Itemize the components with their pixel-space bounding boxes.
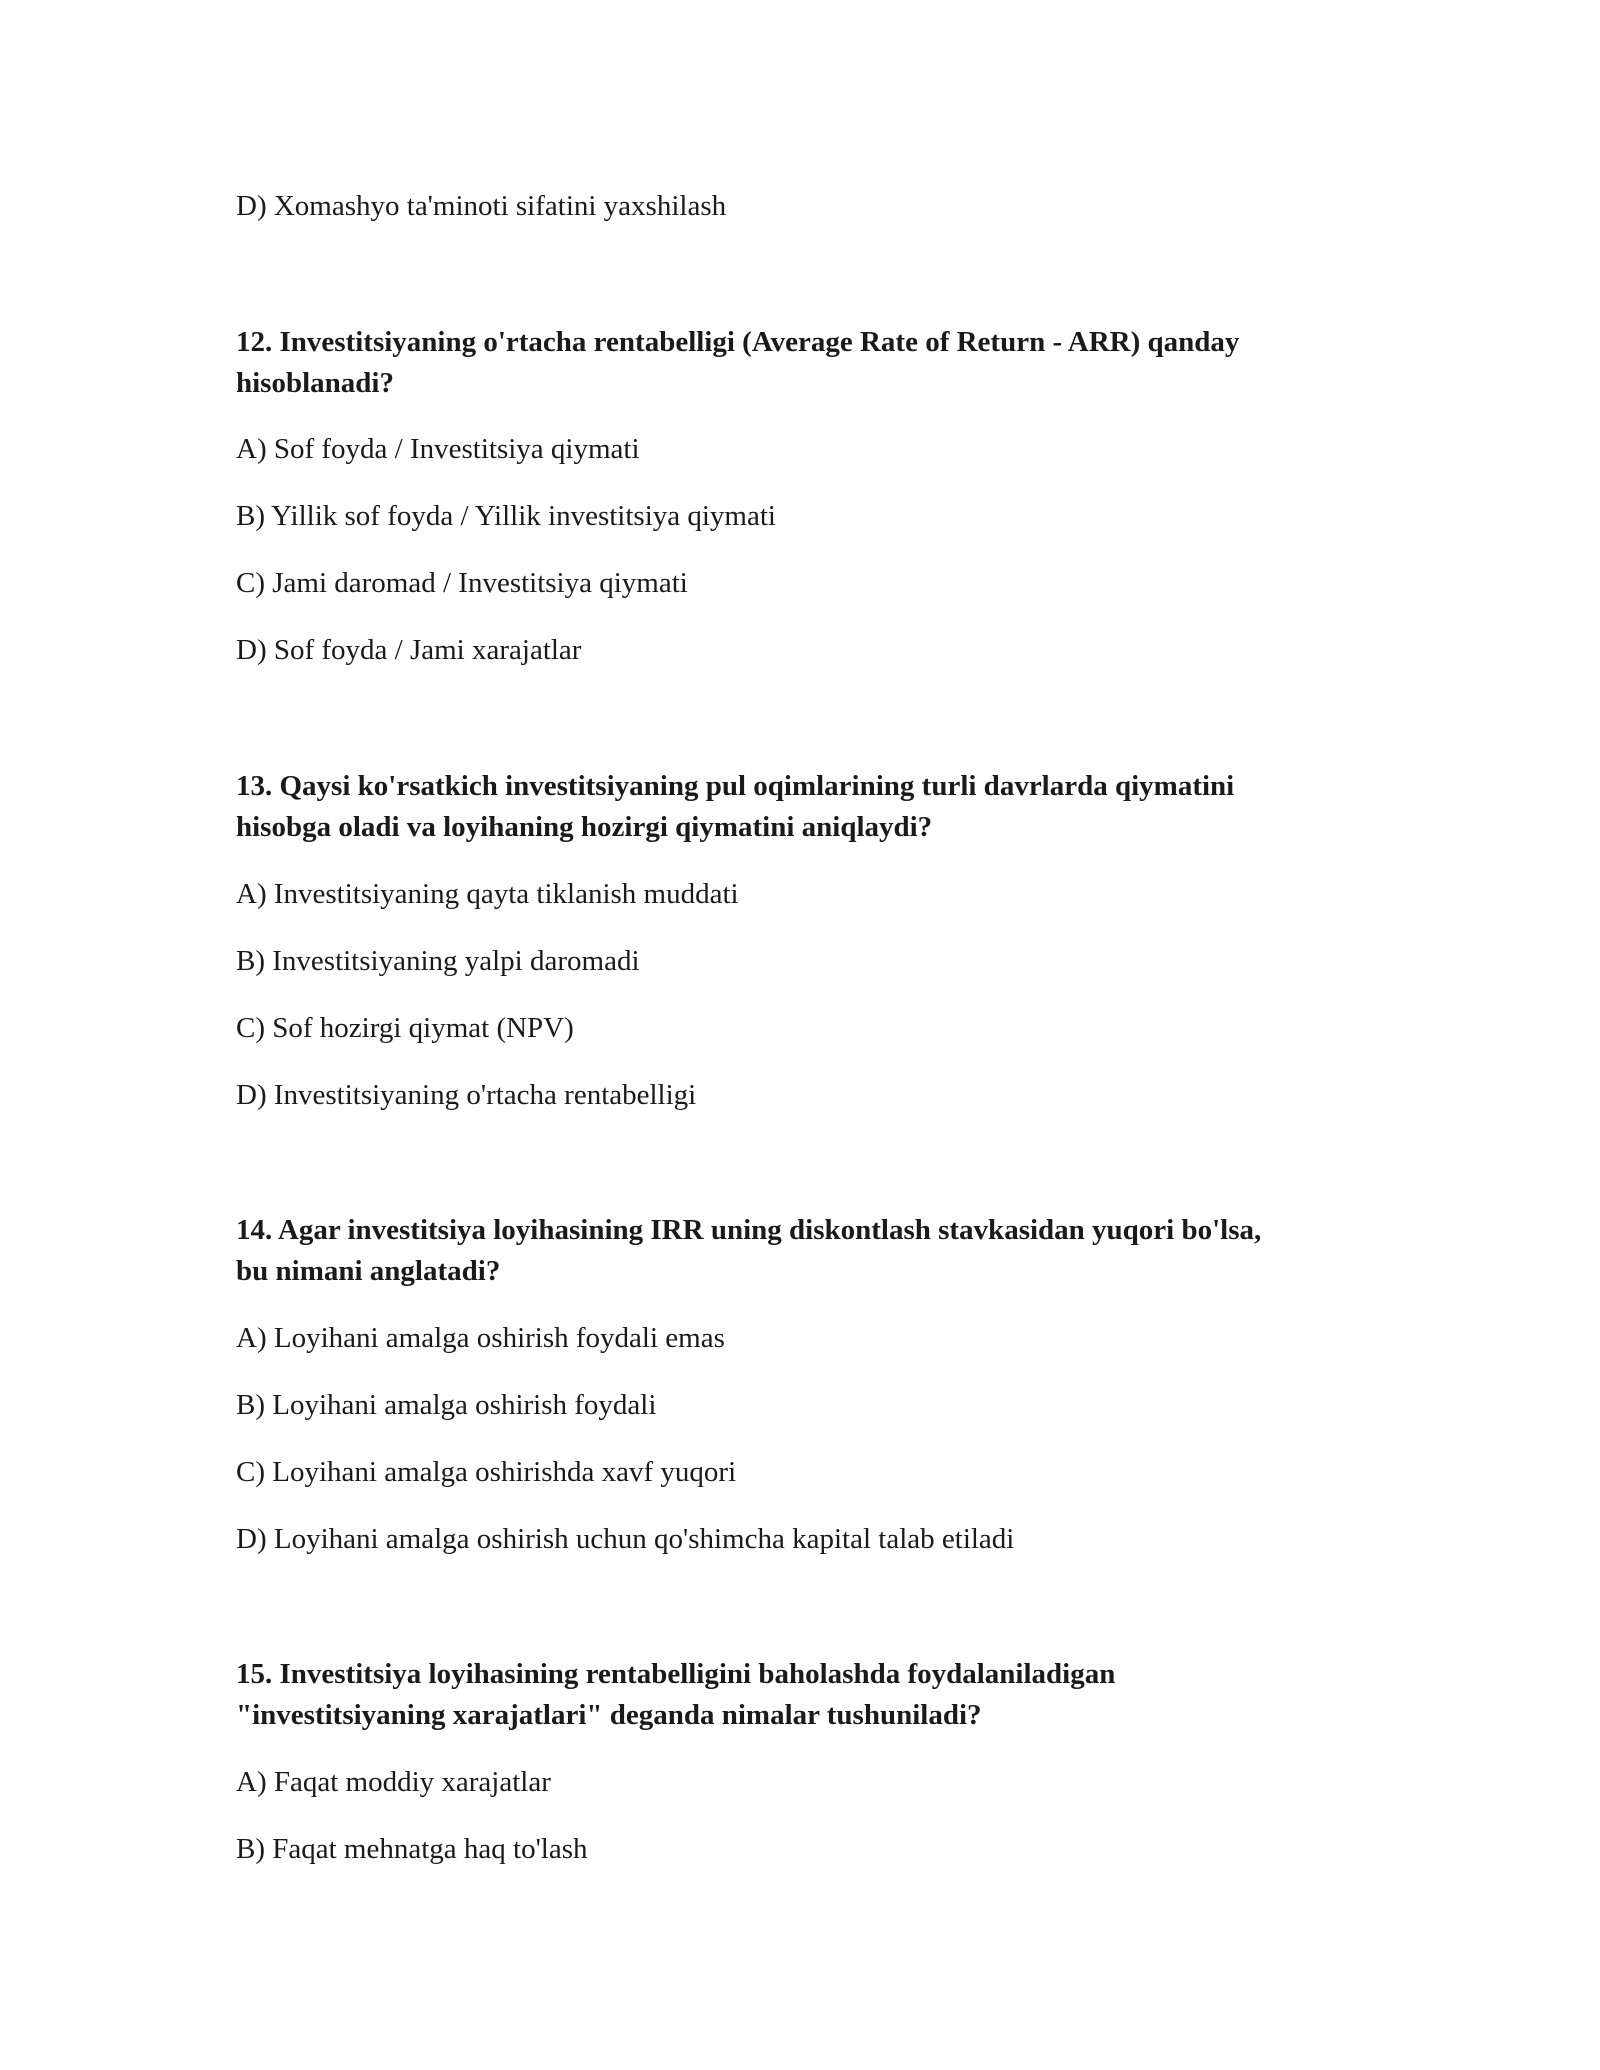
question-14-option-d: D) Loyihani amalga oshirish uchun qo'shimcha kapital talab etiladi [236, 1523, 1015, 1555]
question-12-option-d: D) Sof foyda / Jami xarajatlar [236, 634, 582, 666]
question-12-line-1: 12. Investitsiyaning o'rtacha rentabelligi (Average Rate of Return - ARR) qanday [236, 326, 1240, 358]
question-15-line-1: 15. Investitsiya loyihasining rentabelligini baholashda foydalaniladigan [236, 1658, 1116, 1690]
question-15-line-2: "investitsiyaning xarajatlari" deganda nimalar tushuniladi? [236, 1699, 982, 1731]
question-14-line-2: bu nimani anglatadi? [236, 1255, 501, 1287]
question-13-option-c: C) Sof hozirgi qiymat (NPV) [236, 1012, 574, 1044]
question-14-option-a: A) Loyihani amalga oshirish foydali emas [236, 1322, 725, 1354]
question-14-option-b: B) Loyihani amalga oshirish foydali [236, 1389, 657, 1421]
question-13-line-2: hisobga oladi va loyihaning hozirgi qiymatini aniqlaydi? [236, 811, 933, 843]
question-15-option-a: A) Faqat moddiy xarajatlar [236, 1766, 551, 1798]
question-14-line-1: 14. Agar investitsiya loyihasining IRR uning diskontlash stavkasidan yuqori bo'lsa, [236, 1214, 1262, 1246]
question-15-option-b: B) Faqat mehnatga haq to'lash [236, 1833, 588, 1865]
question-13-option-b: B) Investitsiyaning yalpi daromadi [236, 945, 640, 977]
question-14-option-c: C) Loyihani amalga oshirishda xavf yuqori [236, 1456, 737, 1488]
question-12-option-b: B) Yillik sof foyda / Yillik investitsiya qiymati [236, 500, 776, 532]
question-13-option-a: A) Investitsiyaning qayta tiklanish muddati [236, 878, 739, 910]
question-13-line-1: 13. Qaysi ko'rsatkich investitsiyaning pul oqimlarining turli davrlarda qiymatini [236, 770, 1235, 802]
question-12-option-c: C) Jami daromad / Investitsiya qiymati [236, 567, 688, 599]
question-12-option-a: A) Sof foyda / Investitsiya qiymati [236, 433, 640, 465]
option-prev-d: D) Xomashyo ta'minoti sifatini yaxshilash [236, 190, 727, 222]
question-13-option-d: D) Investitsiyaning o'rtacha rentabelligi [236, 1079, 697, 1111]
question-12-line-2: hisoblanadi? [236, 367, 394, 399]
